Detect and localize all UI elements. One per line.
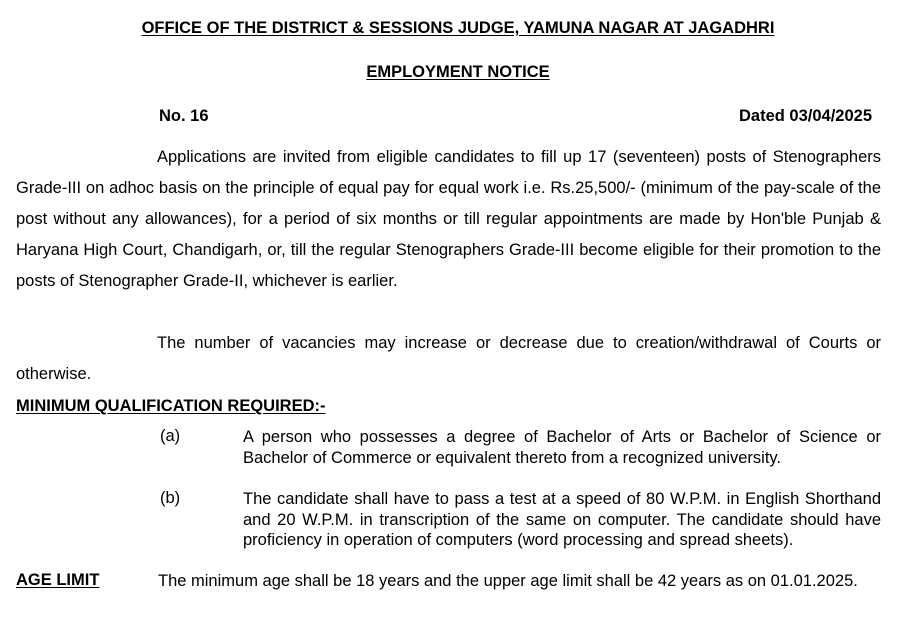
qualification-item-text: The candidate shall have to pass a test at a speed of 80 W.P.M. in English Shorthand and 20 W.P.M. in transcription of the same on computer. The candidate should have proficiency in operation of computers (word processing and spread sheets).: [243, 490, 881, 549]
age-limit-heading: AGE LIMIT: [16, 571, 100, 589]
notice-title: EMPLOYMENT NOTICE: [366, 63, 550, 81]
notice-date: Dated 03/04/2025: [738, 107, 872, 125]
body-paragraph-1: [16, 142, 881, 297]
notice-number: No. 16: [159, 107, 209, 125]
body-paragraph-2-text: The number of vacancies may increase or decrease due to creation/withdrawal of Courts or otherwise.: [16, 334, 881, 383]
qualification-item-label: (a): [160, 427, 181, 445]
body-paragraph-2: [16, 328, 881, 390]
body-paragraph-1-text: Applications are invited from eligible candidates to fill up 17 (seventeen) posts of Stenographers Grade-III on adhoc basis on the principle of equal pay for equal work i.e. Rs.25,500/- (minimum of the pay-scale of the post without any allowances), for a period of six months or till regular appointments are made by Hon'ble Punjab & Haryana High Court, Chandigarh, or, till the regular Stenographers Grade-III become eligible for their promotion to the posts of Stenographer Grade-II, whichever is earlier.: [16, 148, 881, 290]
qualification-item-text: A person who possesses a degree of Bachelor of Arts or Bachelor of Science or Bachelor of Commerce or equivalent thereto from a recognized university.: [243, 428, 881, 467]
office-title: OFFICE OF THE DISTRICT & SESSIONS JUDGE, YAMUNA NAGAR AT JAGADHRI: [141, 19, 775, 37]
age-limit-text: The minimum age shall be 18 years and the upper age limit shall be 42 years as on 01.01.2025.: [158, 572, 858, 590]
qualification-item-label: (b): [160, 489, 181, 507]
qualification-heading: MINIMUM QUALIFICATION REQUIRED:-: [16, 397, 326, 415]
